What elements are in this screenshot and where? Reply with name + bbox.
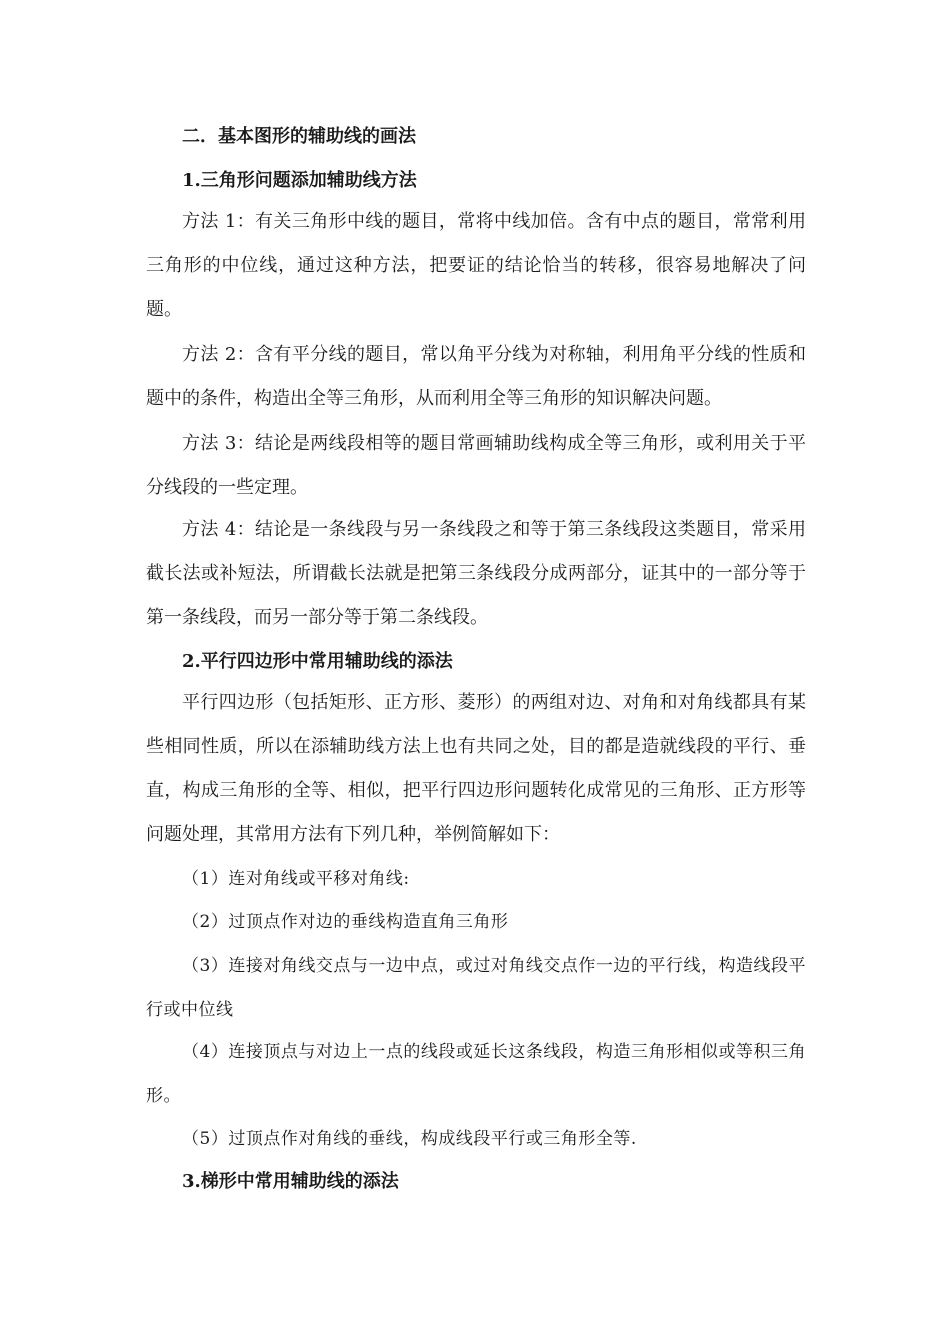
list-item: （1）连对角线或平移对角线:: [182, 869, 410, 889]
subsection-title-parallelogram: 2.平行四边形中常用辅助线的添法: [182, 651, 453, 672]
method-3-paragraph: 方法 3：结论是两线段相等的题目常画辅助线构成全等三角形，或利用关于平分线段的一些定理。: [146, 433, 806, 498]
list-item: （2）过顶点作对边的垂线构造直角三角形: [182, 912, 509, 932]
parallelogram-intro-paragraph: 平行四边形（包括矩形、正方形、菱形）的两组对边、对角和对角线都具有某些相同性质，所以在添辅助线方法上也有共同之处，目的都是造就线段的平行、垂直，构成三角形的全等、相似，把平行四边形问题转化成常见的三角形、正方形等问题处理，其常用方法有下列几种，举例简解如下：: [146, 692, 806, 845]
list-item: （4）连接顶点与对边上一点的线段或延长这条线段，构造三角形相似或等积三角形。: [146, 1042, 806, 1106]
list-item: （3）连接对角线交点与一边中点，或过对角线交点作一边的平行线，构造线段平行或中位线: [146, 956, 806, 1020]
method-2-paragraph: 方法 2：含有平分线的题目，常以角平分线为对称轴，利用角平分线的性质和题中的条件，构造出全等三角形，从而利用全等三角形的知识解决问题。: [146, 344, 806, 409]
method-4-paragraph: 方法 4：结论是一条线段与另一条线段之和等于第三条线段这类题目，常采用截长法或补短法，所谓截长法就是把第三条线段分成两部分，证其中的一部分等于第一条线段，而另一部分等于第二条线段。: [146, 519, 806, 628]
subsection-title-triangle: 1.三角形问题添加辅助线方法: [182, 170, 417, 191]
method-1-paragraph: 方法 1：有关三角形中线的题目，常将中线加倍。含有中点的题目，常常利用三角形的中位线，通过这种方法，把要证的结论恰当的转移，很容易地解决了问题。: [146, 211, 806, 320]
list-item: （5）过顶点作对角线的垂线，构成线段平行或三角形全等.: [182, 1129, 637, 1149]
subsection-title-trapezoid: 3.梯形中常用辅助线的添法: [182, 1171, 399, 1192]
section-title: 二．基本图形的辅助线的画法: [182, 126, 416, 147]
